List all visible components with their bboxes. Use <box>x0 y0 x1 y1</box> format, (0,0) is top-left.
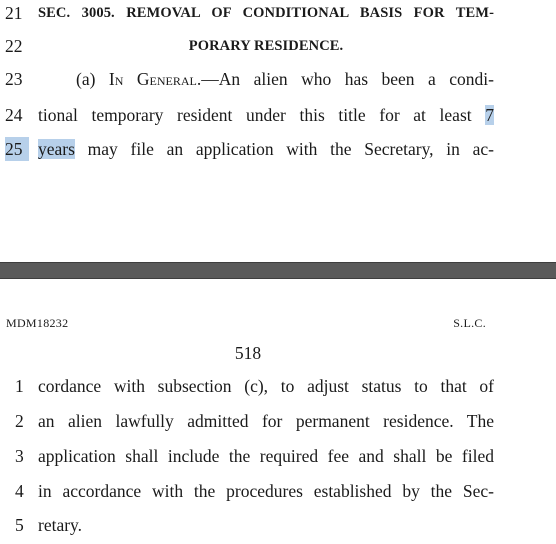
text-selection-highlight[interactable]: 7 <box>485 105 494 125</box>
document-line <box>0 137 556 161</box>
document-line <box>0 374 556 398</box>
section-heading-continued[interactable]: PORARY RESIDENCE. <box>188 38 344 54</box>
paragraph-text-run: tional temporary resident under this title for at least <box>38 105 486 125</box>
subsection-heading: In General <box>108 69 197 89</box>
paragraph-text-run: may file an application with the Secretary, in ac- <box>74 139 494 159</box>
page-number: 518 <box>234 343 262 363</box>
line-number: 4 <box>15 481 24 501</box>
paragraph-text[interactable] <box>38 137 494 161</box>
paragraph-text[interactable]: application shall include the required fee and shall be filed <box>38 446 494 466</box>
document-page-top <box>0 0 556 262</box>
line-number: 22 <box>5 36 23 56</box>
text-selection-highlight[interactable]: years <box>38 139 75 159</box>
page-separator <box>0 262 556 279</box>
paragraph-text[interactable]: an alien lawfully admitted for permanent residence. The <box>38 411 494 431</box>
paragraph-text-run: .—An alien who has been a condi- <box>196 69 494 89</box>
line-number: 21 <box>5 3 23 23</box>
document-line <box>0 444 556 468</box>
paragraph-text[interactable] <box>38 67 494 91</box>
paragraph-text[interactable]: in accordance with the procedures established by the Sec- <box>38 481 494 501</box>
line-number: 24 <box>5 105 23 125</box>
slc-header: S.L.C. <box>453 316 486 330</box>
line-number-highlighted[interactable]: 25 <box>5 137 29 161</box>
paragraph-text[interactable] <box>38 103 494 127</box>
line-number: 23 <box>5 69 23 89</box>
document-line <box>0 513 556 537</box>
document-line <box>0 34 556 58</box>
line-number: 5 <box>15 515 24 535</box>
paragraph-text[interactable]: cordance with subsection (c), to adjust status to that of <box>38 376 494 396</box>
document-id-header: MDM18232 <box>6 316 69 330</box>
section-heading[interactable]: SEC. 3005. REMOVAL OF CONDITIONAL BASIS FOR TEM- <box>38 5 494 21</box>
line-number: 2 <box>15 411 24 431</box>
document-line <box>0 67 556 91</box>
paragraph-text[interactable]: retary. <box>38 515 83 535</box>
document-line <box>0 1 556 25</box>
line-number: 3 <box>15 446 24 466</box>
document-line <box>0 409 556 433</box>
document-line <box>0 103 556 127</box>
subsection-marker: (a) <box>76 69 109 89</box>
document-line <box>0 479 556 503</box>
line-number: 1 <box>15 376 24 396</box>
